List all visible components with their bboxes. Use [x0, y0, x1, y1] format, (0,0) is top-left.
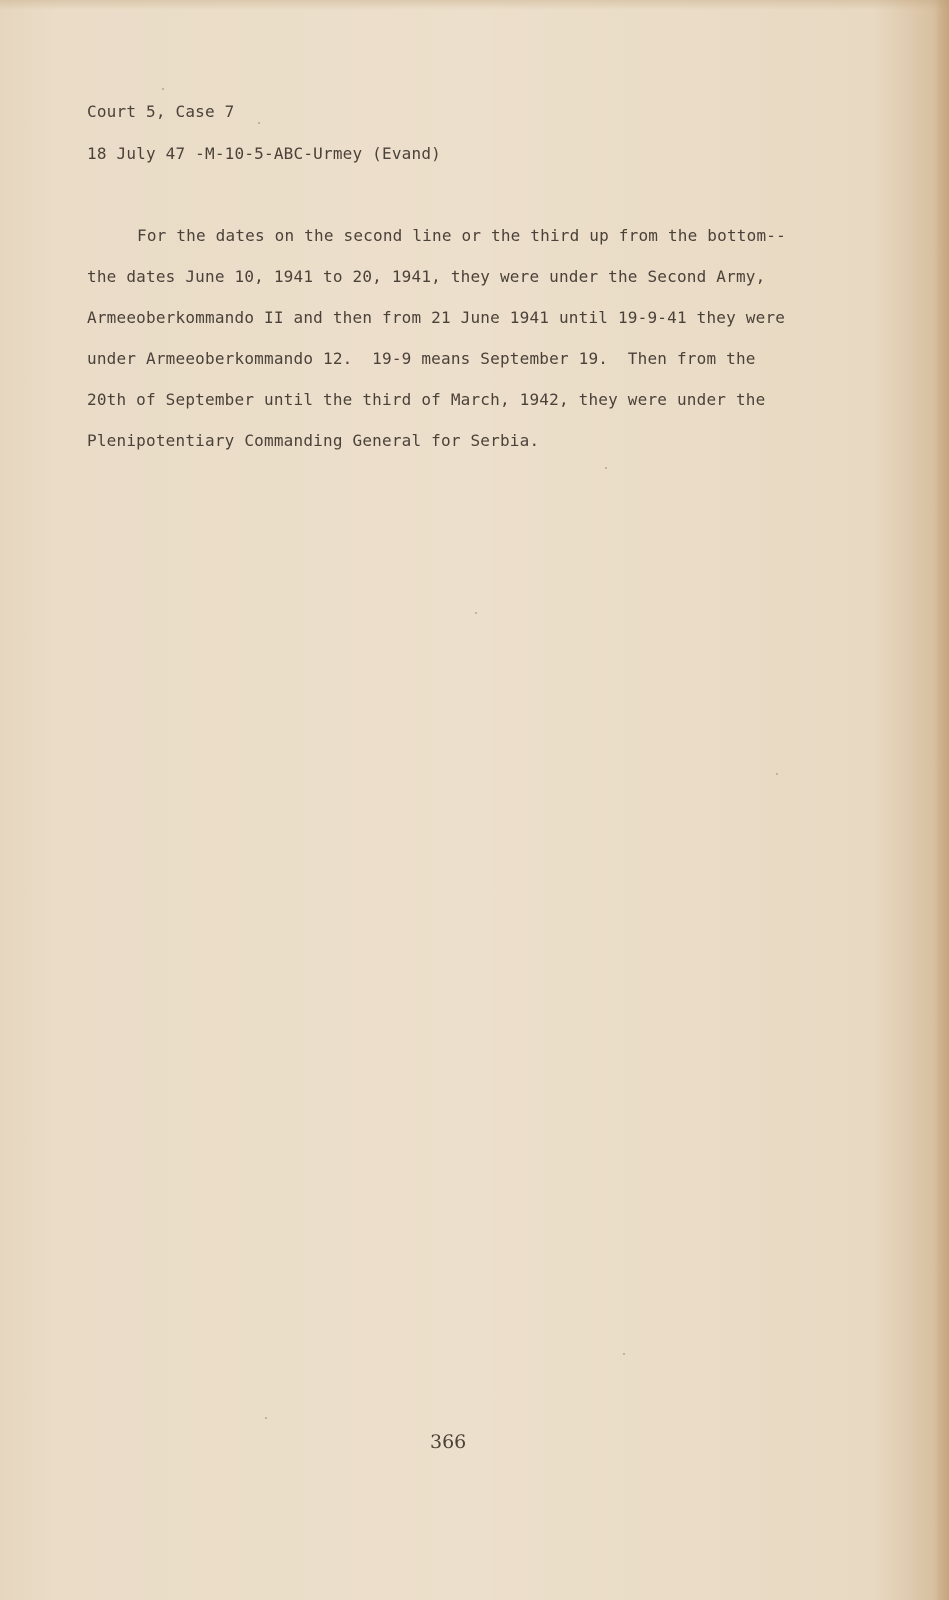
transcript-line: For the dates on the second line or the third up from the bottom--: [137, 226, 786, 245]
page-edge-top: [0, 0, 949, 10]
court-case-heading: Court 5, Case 7: [87, 102, 235, 121]
page-edge-right: [935, 0, 949, 1600]
paper-speck: [776, 773, 778, 775]
paper-speck: [605, 467, 607, 469]
transcript-line: Plenipotentiary Commanding General for Serbia.: [87, 431, 540, 450]
transcript-line: the dates June 10, 1941 to 20, 1941, they were under the Second Army,: [87, 267, 766, 286]
paper-speck: [258, 122, 260, 124]
paper-speck: [162, 88, 164, 90]
paper-speck: [623, 1353, 625, 1355]
transcript-line: Armeeoberkommando II and then from 21 June 1941 until 19-9-41 they were: [87, 308, 786, 327]
paper-speck: [265, 1417, 267, 1419]
session-reference-line: 18 July 47 -M-10-5-ABC-Urmey (Evand): [87, 144, 441, 163]
paper-speck: [475, 612, 477, 614]
page-number: 366: [430, 1431, 467, 1453]
transcript-paragraph: [87, 226, 827, 472]
transcript-line: under Armeeoberkommando 12. 19-9 means September 19. Then from the: [87, 349, 756, 368]
transcript-line: 20th of September until the third of March, 1942, they were under the: [87, 390, 766, 409]
